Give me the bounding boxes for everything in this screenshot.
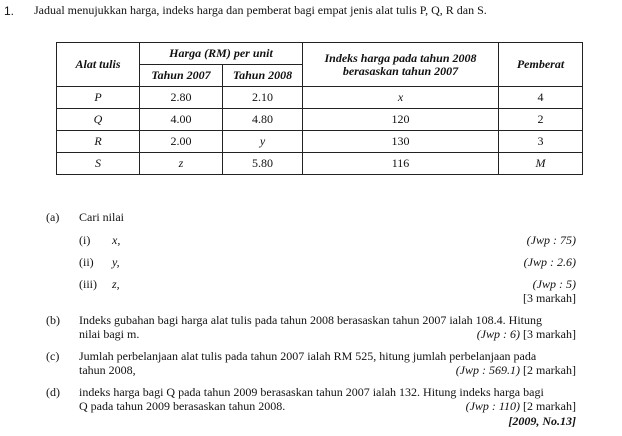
table-row: [57, 153, 583, 175]
header-weight: Pemberat: [499, 43, 583, 87]
part-b-answer: (Jwp : 6): [476, 327, 521, 341]
part-b-line2: nilai bagi m.: [79, 327, 140, 341]
header-year-2008: Tahun 2008: [223, 65, 303, 87]
part-a-i-label: (i): [79, 233, 91, 247]
part-b-marks: [3 markah]: [523, 327, 576, 341]
part-c-label: (c): [46, 349, 60, 363]
part-b-label: (b): [46, 313, 60, 327]
cell-price-2007: z: [140, 153, 223, 175]
cell-price-2007: 2.80: [140, 87, 223, 109]
header-index: [303, 43, 499, 87]
cell-price-2008: y: [223, 131, 303, 153]
price-index-table: [56, 42, 583, 175]
header-item: Alat tulis: [57, 43, 140, 87]
part-c-answer: (Jwp : 569.1): [455, 363, 521, 377]
cell-weight: M: [499, 153, 583, 175]
part-b-answer-marks: [477, 327, 576, 342]
part-a-iii-label: (iii): [79, 277, 97, 291]
part-a-ii-answer: (Jwp : 2.6): [523, 255, 576, 269]
part-d-answer-marks: [466, 399, 576, 414]
cell-price-2008: 5.80: [223, 153, 303, 175]
cell-item: S: [57, 153, 140, 175]
header-year-2007: Tahun 2007: [140, 65, 223, 87]
cell-index: 116: [303, 153, 499, 175]
table-row: [57, 87, 583, 109]
part-d-answer: (Jwp : 110): [465, 399, 521, 413]
cell-weight: 3: [499, 131, 583, 153]
cell-price-2008: 2.10: [223, 87, 303, 109]
part-d-marks: [2 markah]: [523, 399, 576, 413]
cell-index: 130: [303, 131, 499, 153]
part-c-marks: [2 markah]: [523, 363, 576, 377]
part-d-label: (d): [46, 385, 60, 399]
source-reference: [2009, No.13]: [508, 414, 576, 428]
table-row: [57, 109, 583, 131]
cell-index: x: [303, 87, 499, 109]
part-a-i-answer: (Jwp : 75): [526, 233, 576, 247]
table-row: [57, 131, 583, 153]
table-header-row: [57, 43, 583, 65]
header-index-line2: berasaskan tahun 2007: [342, 63, 459, 78]
cell-item: R: [57, 131, 140, 153]
part-a-label: (a): [46, 210, 60, 224]
cell-weight: 4: [499, 87, 583, 109]
part-c-answer-marks: [456, 363, 576, 378]
cell-index: 120: [303, 109, 499, 131]
part-c-line1: Jumlah perbelanjaan alat tulis pada tahun 2007 ialah RM 525, hitung jumlah perbelanjaan pada: [79, 349, 537, 363]
part-a-text: Cari nilai: [79, 210, 124, 224]
question-intro: Jadual menujukkan harga, indeks harga dan pemberat bagi empat jenis alat tulis P, Q, R dan S.: [34, 3, 487, 17]
header-index-line1: Indeks harga pada tahun 2008: [324, 50, 477, 65]
cell-item: P: [57, 87, 140, 109]
part-a-iii-answer: (Jwp : 5): [532, 277, 576, 291]
cell-item: Q: [57, 109, 140, 131]
part-a-marks: [3 markah]: [523, 291, 576, 305]
part-c-line2: tahun 2008,: [79, 363, 136, 377]
part-a-ii-label: (ii): [79, 255, 94, 269]
header-price-group: Harga (RM) per unit: [140, 43, 303, 65]
part-d-line1: indeks harga bagi Q pada tahun 2009 berasaskan tahun 2007 ialah 132. Hitung indeks harga bagi: [79, 385, 544, 399]
cell-price-2008: 4.80: [223, 109, 303, 131]
part-a-ii-var: y,: [112, 255, 120, 269]
part-a-iii-var: z,: [112, 277, 120, 291]
cell-price-2007: 4.00: [140, 109, 223, 131]
cell-price-2007: 2.00: [140, 131, 223, 153]
question-number: 1.: [4, 4, 15, 18]
part-a-i-var: x,: [112, 233, 121, 247]
part-b-line1: Indeks gubahan bagi harga alat tulis pada tahun 2008 berasaskan tahun 2007 ialah 108.4. Hitung: [79, 313, 542, 327]
part-d-line2: Q pada tahun 2009 berasaskan tahun 2008.: [79, 399, 286, 413]
cell-weight: 2: [499, 109, 583, 131]
